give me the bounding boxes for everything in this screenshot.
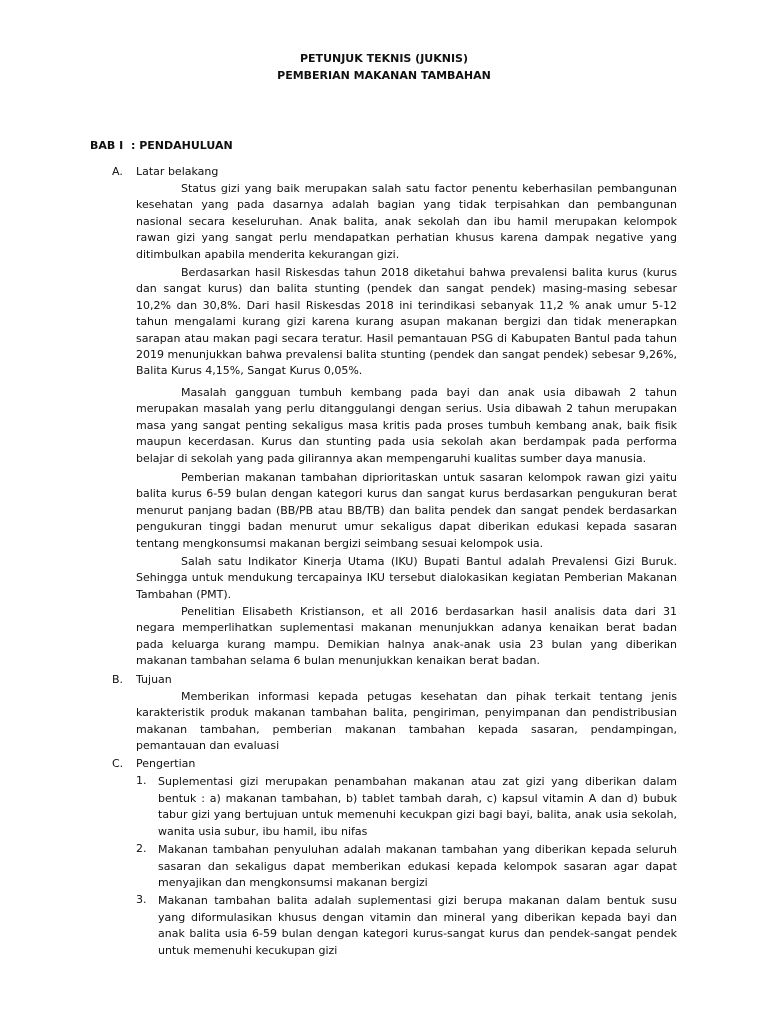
section-letter-a: A. bbox=[112, 165, 123, 178]
paragraph: Salah satu Indikator Kinerja Utama (IKU) Bupati Bantul adalah Prevalensi Gizi Buruk. Sehingga untuk mendukung tercapainya IKU tersebut dialokasikan kegiatan Pemberian Makanan Tambahan (PMT). bbox=[136, 555, 677, 601]
list-item: Makanan tambahan penyuluhan adalah makanan tambahan yang diberikan kepada seluruh sasaran dan sekaligus dapat memberikan edukasi kepada kelompok sasaran agar dapat menyajikan dan mengkonsumsi makanan bergizi bbox=[158, 843, 677, 890]
chapter-title: : PENDAHULUAN bbox=[131, 139, 233, 152]
section-heading-tujuan: Tujuan bbox=[136, 673, 172, 686]
section-heading-pengertian: Pengertian bbox=[136, 757, 196, 770]
paragraph: Penelitian Elisabeth Kristianson, et all 2016 berdasarkan hasil analisis data dari 31 negara memperlihatkan suplementasi makanan menunjukkan adanya kenaikan berat badan pada keluarga kurang mampu. Demikian halnya anak-anak usia 23 bulan yang diberikan makanan tambahan selama 6 bulan menunjukkan kenaikan berat badan. bbox=[136, 605, 677, 668]
paragraph: Berdasarkan hasil Riskesdas tahun 2018 diketahui bahwa prevalensi balita kurus (kurus dan sangat kurus) dan balita stunting (pendek dan sangat pendek) masing-masing sebesar 10,2% dan 30,8%. Dari hasil Riskesdas 2018 ini terindikasi sebanyak 11,2 % anak umur 5-12 tahun mengalami kurang gizi karena kurang asupan makanan bergizi dan tidak menerapkan sarapan atau makan pagi secara teratur. Hasil pemantauan PSG di Kabupaten Bantul pada tahun 2019 menunjukkan bahwa prevalensi balita stunting (pendek dan sangat pendek) sebesar 9,26%, Balita Kurus 4,15%, Sangat Kurus 0,05%. bbox=[136, 266, 677, 378]
list-item-number: 1. bbox=[136, 774, 147, 787]
paragraph: Status gizi yang baik merupakan salah satu factor penentu keberhasilan pembangunan kesehatan yang pada dasarnya adalah bagian yang tidak terpisahkan dan pembangunan nasional secara keseluruhan. Anak balita, anak sekolah dan ibu hamil merupakan kelompok rawan gizi yang sangat perlu mendapatkan perhatian khusus karena dampak negative yang ditimbulkan apabila menderita kekurangan gizi. bbox=[136, 182, 677, 261]
section-letter-c: C. bbox=[112, 757, 124, 770]
list-item: Makanan tambahan balita adalah suplementasi gizi berupa makanan dalam bentuk susu yang diformulasikan khusus dengan vitamin dan mineral yang diberikan kepada bayi dan anak balita usia 6-59 bulan dengan kategori kurus-sangat kurus dan pendek-sangat pendek untuk memenuhi kecukupan gizi bbox=[158, 894, 677, 957]
chapter-number: BAB I bbox=[90, 139, 124, 152]
section-letter-b: B. bbox=[112, 673, 124, 686]
document-title-line1: PETUNJUK TEKNIS (JUKNIS) bbox=[299, 52, 468, 65]
document-title-line2: PEMBERIAN MAKANAN TAMBAHAN bbox=[277, 69, 491, 82]
paragraph: Memberikan informasi kepada petugas kesehatan dan pihak terkait tentang jenis karakteristik produk makanan tambahan balita, pengiriman, penyimpanan dan pendistribusian makanan tambahan, pemberian makanan tambahan kepada sasaran, pendampingan, pemantauan dan evaluasi bbox=[136, 690, 677, 753]
list-item: Suplementasi gizi merupakan penambahan makanan atau zat gizi yang diberikan dalam bentuk : a) makanan tambahan, b) tablet tambah darah, c) kapsul vitamin A dan d) bubuk tabur gizi yang bertujuan untuk memenuhi kecukpan gizi bagi bayi, balita, anak usia sekolah, wanita usia subur, ibu hamil, ibu nifas bbox=[158, 775, 677, 838]
paragraph: Masalah gangguan tumbuh kembang pada bayi dan anak usia dibawah 2 tahun merupakan masalah yang perlu ditanggulangi dengan serius. Usia dibawah 2 tahun merupakan masa yang sangat penting sekaligus masa kritis pada proses tumbuh kembang anak, baik fisik maupun kecerdasan. Kurus dan stunting pada usia sekolah akan berdampak pada performa belajar di sekolah yang pada gilirannya akan mempengaruhi kualitas sumber daya manusia. bbox=[136, 386, 677, 465]
section-heading-latar-belakang: Latar belakang bbox=[136, 165, 219, 178]
paragraph: Pemberian makanan tambahan diprioritaskan untuk sasaran kelompok rawan gizi yaitu balita kurus 6-59 bulan dengan kategori kurus dan sangat kurus berdasarkan pengukuran berat menurut panjang badan (BB/PB atau BB/TB) dan balita pendek dan sangat pendek berdasarkan pengukuran tinggi badan menurut umur sekaligus dapat diberikan edukasi kepada sasaran tentang mengkonsumsi makanan bergizi seimbang sesuai kelompok usia. bbox=[136, 471, 677, 550]
list-item-number: 3. bbox=[136, 893, 147, 906]
list-item-number: 2. bbox=[136, 842, 147, 855]
